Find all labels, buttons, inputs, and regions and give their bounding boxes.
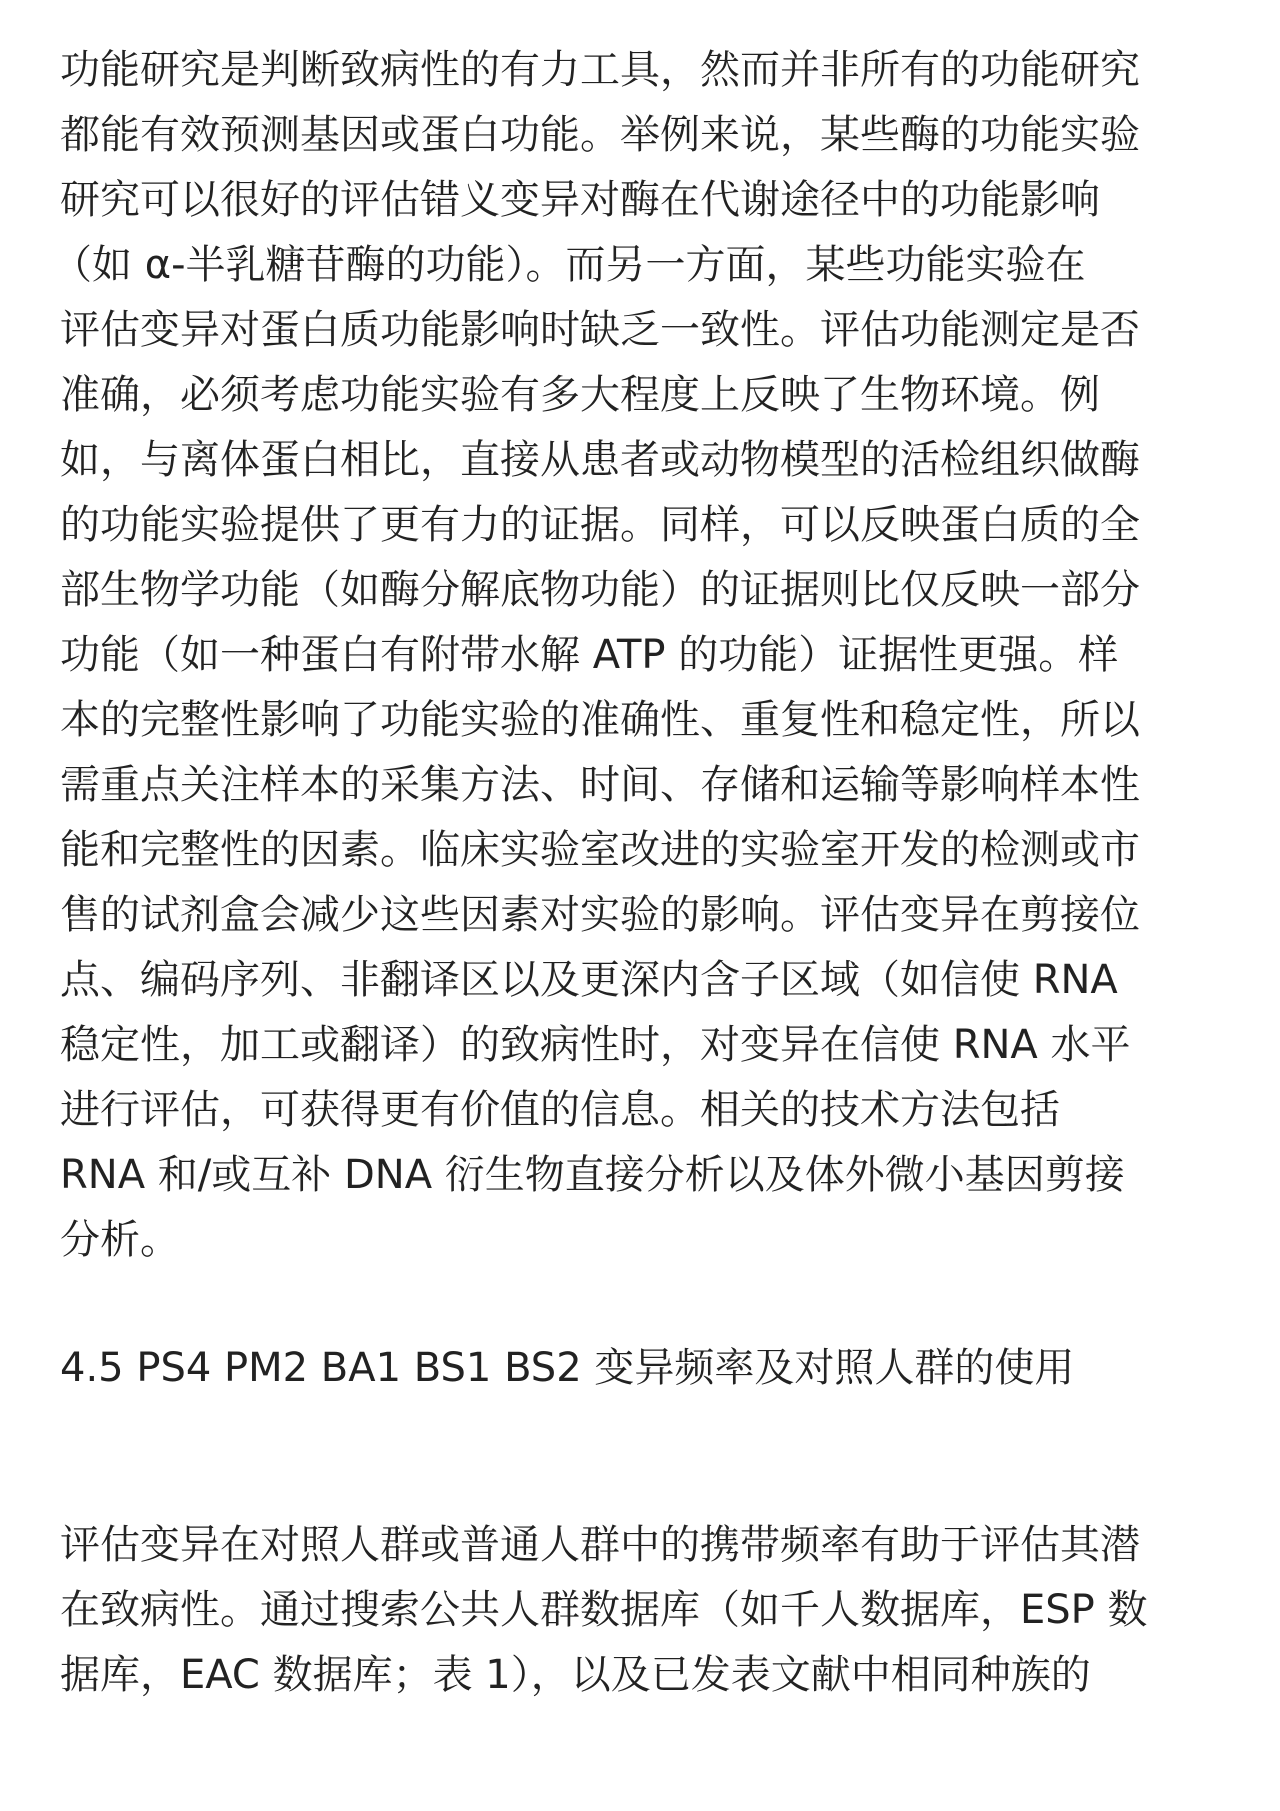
text-line: 稳定性，加工或翻译）的致病性时，对变异在信使 RNA 水平 — [60, 1022, 1131, 1068]
section-heading: 4.5 PS4 PM2 BA1 BS1 BS2 变异频率及对照人群的使用 — [60, 1345, 1075, 1391]
text-line: 本的完整性影响了功能实验的准确性、重复性和稳定性，所以 — [60, 697, 1140, 743]
text-line: 都能有效预测基因或蛋白功能。举例来说，某些酶的功能实验 — [60, 112, 1140, 158]
text-line: RNA 和/或互补 DNA 衍生物直接分析以及体外微小基因剪接 — [60, 1152, 1125, 1198]
text-line: 功能（如一种蛋白有附带水解 ATP 的功能）证据性更强。样 — [60, 632, 1119, 678]
text-line: 部生物学功能（如酶分解底物功能）的证据则比仅反映一部分 — [60, 567, 1140, 613]
text-line: 进行评估，可获得更有价值的信息。相关的技术方法包括 — [60, 1087, 1060, 1133]
text-line: 点、编码序列、非翻译区以及更深内含子区域（如信使 RNA — [60, 957, 1118, 1003]
text-line: 在致病性。通过搜索公共人群数据库（如千人数据库，ESP 数 — [60, 1587, 1148, 1633]
text-line: 功能研究是判断致病性的有力工具，然而并非所有的功能研究 — [60, 47, 1140, 93]
text-line: 需重点关注样本的采集方法、时间、存储和运输等影响样本性 — [60, 762, 1140, 808]
text-line: 的功能实验提供了更有力的证据。同样，可以反映蛋白质的全 — [60, 502, 1140, 548]
text-line: 评估变异对蛋白质功能影响时缺乏一致性。评估功能测定是否 — [60, 307, 1140, 353]
text-line: 评估变异在对照人群或普通人群中的携带频率有助于评估其潜 — [60, 1522, 1140, 1568]
text-line: 研究可以很好的评估错义变异对酶在代谢途径中的功能影响 — [60, 177, 1100, 223]
text-line: 售的试剂盒会减少这些因素对实验的影响。评估变异在剪接位 — [60, 892, 1140, 938]
text-line: （如 α-半乳糖苷酶的功能）。而另一方面，某些功能实验在 — [52, 242, 1086, 288]
text-line: 如，与离体蛋白相比，直接从患者或动物模型的活检组织做酶 — [60, 437, 1140, 483]
text-line: 能和完整性的因素。临床实验室改进的实验室开发的检测或市 — [60, 827, 1140, 873]
text-line: 准确，必须考虑功能实验有多大程度上反映了生物环境。例 — [60, 372, 1100, 418]
text-line: 分析。 — [60, 1217, 180, 1263]
text-line: 据库，EAC 数据库；表 1），以及已发表文献中相同种族的 — [60, 1652, 1091, 1698]
